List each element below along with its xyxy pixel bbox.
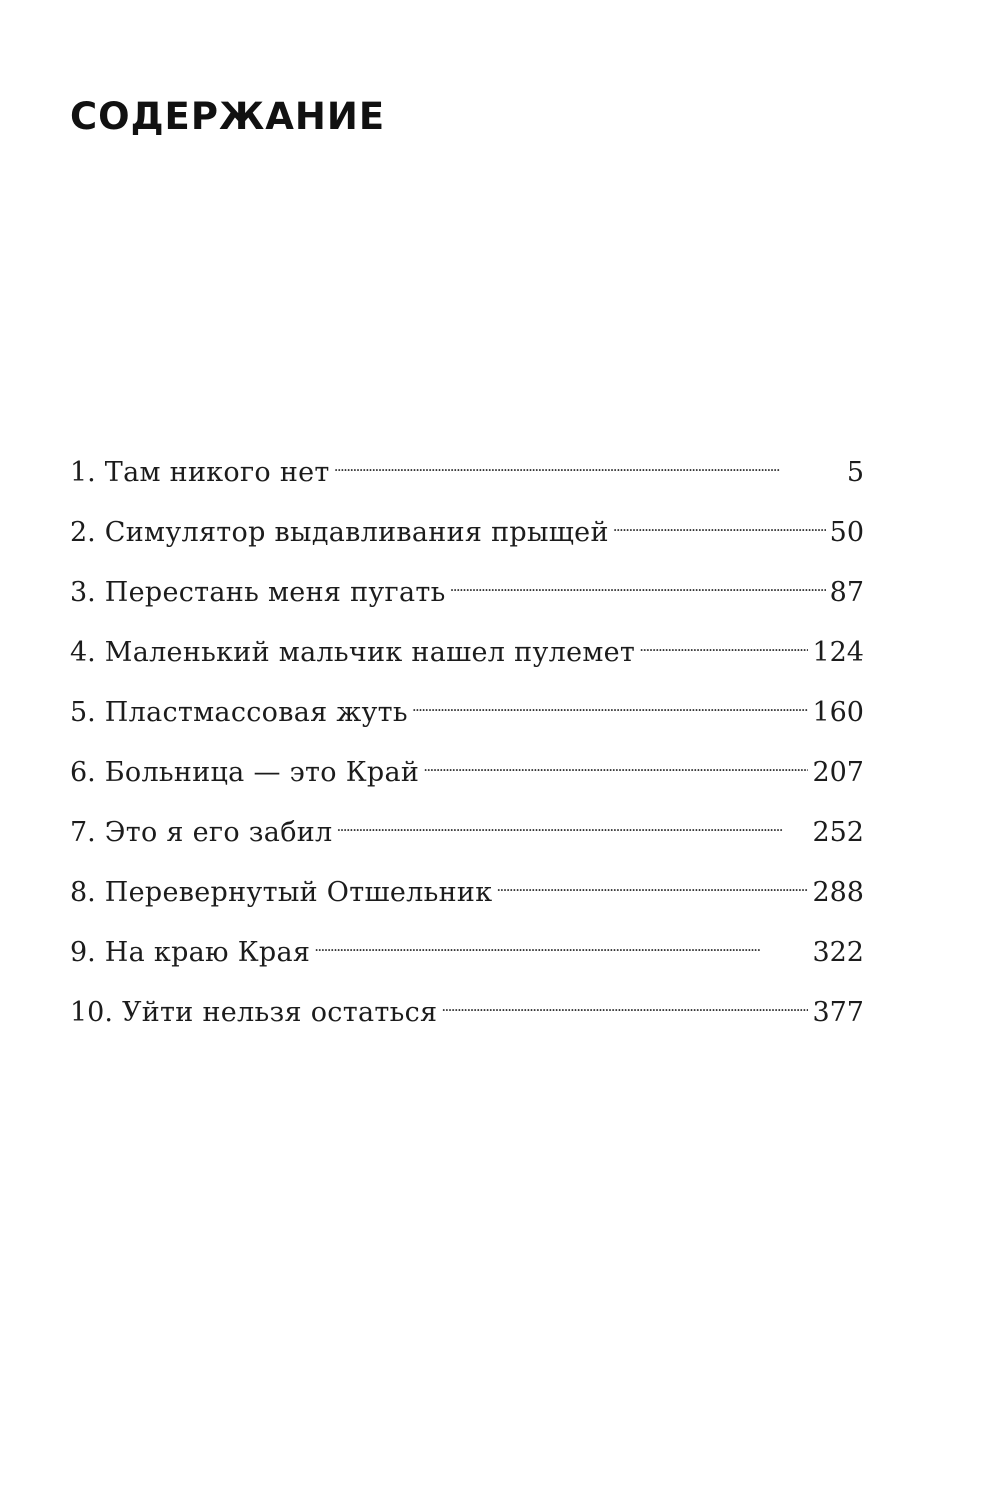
toc-entry-page: 5 — [846, 457, 864, 488]
dot-leader — [412, 671, 809, 721]
dot-leader — [613, 491, 826, 541]
toc-entry-page: 377 — [812, 997, 864, 1028]
toc-entry — [70, 491, 864, 551]
toc-entry-page: 50 — [829, 517, 864, 548]
toc-entry-page: 124 — [812, 637, 864, 668]
toc-entry-title: Это я его забил — [104, 817, 333, 848]
toc-entry — [70, 551, 864, 611]
toc-entry-number: 9. — [70, 937, 96, 968]
toc-entry — [70, 671, 864, 731]
toc-entry-number: 4. — [70, 637, 96, 668]
toc-entry-title: Маленький мальчик нашел пулемет — [104, 637, 636, 668]
dot-leader — [450, 551, 826, 601]
toc-entry-number: 2. — [70, 517, 96, 548]
toc-entry — [70, 911, 864, 971]
toc-entry — [70, 791, 864, 851]
dot-leader — [639, 611, 808, 661]
toc-entry — [70, 851, 864, 911]
toc-entry-title: Перестань меня пугать — [104, 577, 446, 608]
toc-entry-page: 207 — [812, 757, 864, 788]
toc-entry-number: 7. — [70, 817, 96, 848]
page-title: СОДЕРЖАНИЕ — [70, 95, 386, 138]
toc-entry-number: 10. — [70, 997, 113, 1028]
toc-entry-title: Симулятор выдавливания прыщей — [104, 517, 609, 548]
toc-entry — [70, 731, 864, 791]
toc-entry — [70, 971, 864, 1031]
dot-leader — [334, 431, 843, 481]
dot-leader — [314, 911, 808, 961]
toc-entry-title: Больница — это Край — [104, 757, 420, 788]
dot-leader — [423, 731, 808, 781]
toc-entry-title: На краю Края — [104, 937, 311, 968]
toc-entry-page: 160 — [812, 697, 864, 728]
toc-entry-page: 322 — [812, 937, 864, 968]
toc-entry-title: Уйти нельзя остаться — [121, 997, 438, 1028]
toc-entry-page: 288 — [812, 877, 864, 908]
toc-entry-title: Там никого нет — [104, 457, 330, 488]
toc-entry-page: 87 — [829, 577, 864, 608]
toc-entry-title: Пластмассовая жуть — [104, 697, 408, 728]
toc-entry-number: 3. — [70, 577, 96, 608]
toc-entry — [70, 611, 864, 671]
table-of-contents — [70, 431, 864, 1031]
toc-entry-number: 6. — [70, 757, 96, 788]
toc-entry-title: Перевернутый Отшельник — [104, 877, 493, 908]
toc-entry-page: 252 — [812, 817, 864, 848]
dot-leader — [441, 971, 808, 1021]
dot-leader — [337, 791, 809, 841]
toc-entry-number: 8. — [70, 877, 96, 908]
dot-leader — [496, 851, 808, 901]
toc-entry-number: 1. — [70, 457, 96, 488]
toc-entry-number: 5. — [70, 697, 96, 728]
toc-entry — [70, 431, 864, 491]
